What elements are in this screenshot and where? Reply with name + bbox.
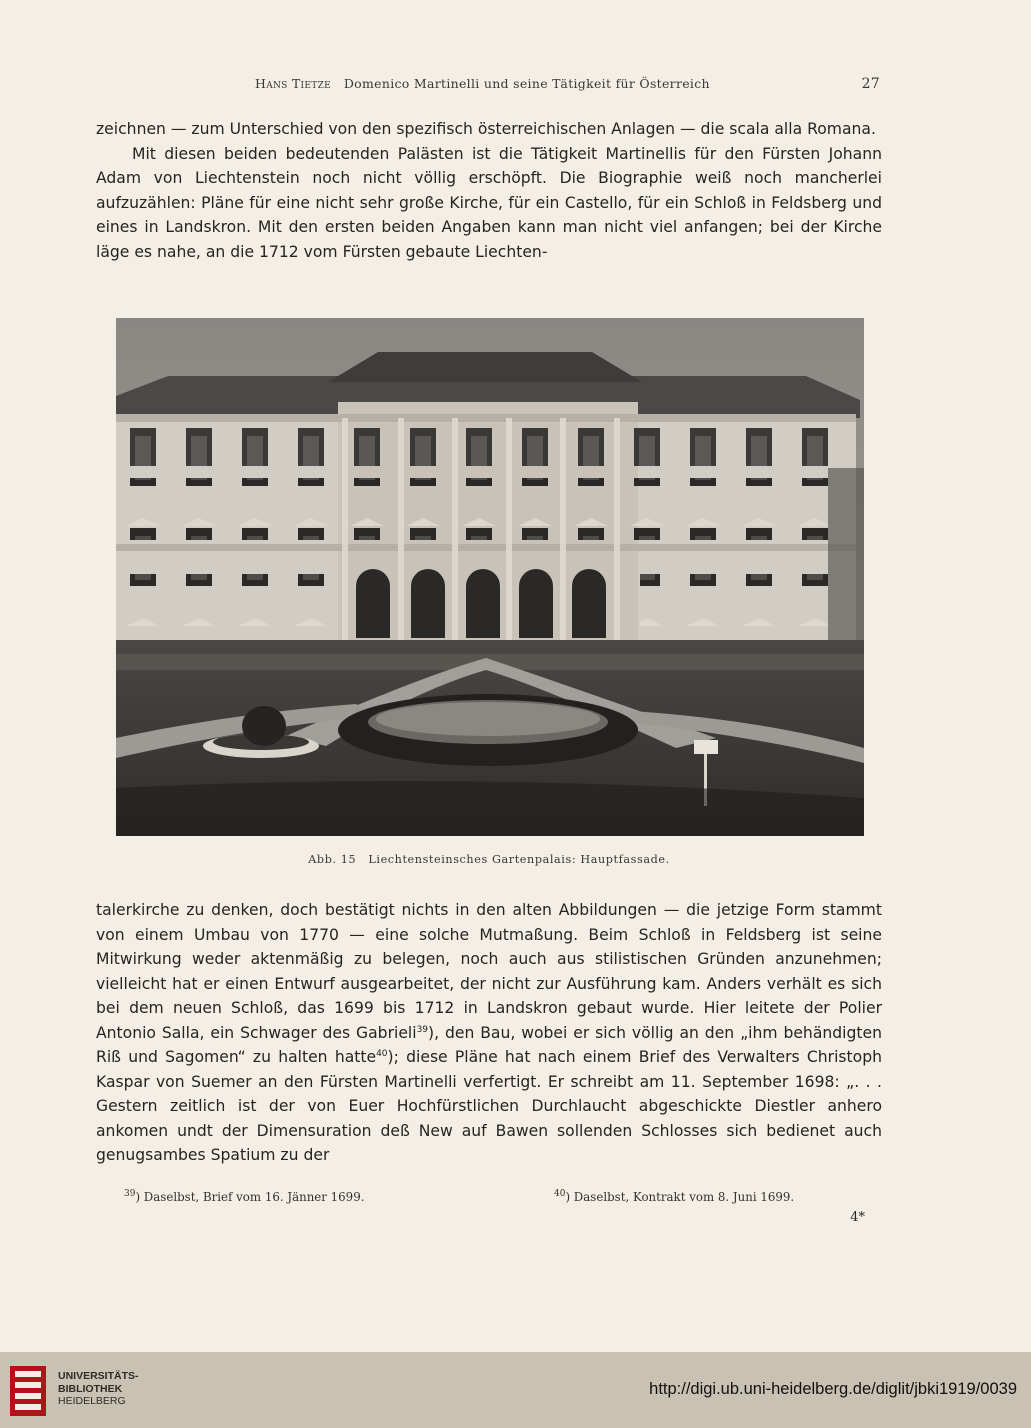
footnote-number: 40: [554, 1189, 566, 1200]
footnote-text: ) Daselbst, Brief vom 16. Jänner 1699.: [135, 1190, 365, 1204]
footer-bar: [0, 1352, 1031, 1428]
page-number: 27: [861, 76, 880, 92]
source-url-link[interactable]: http://digi.ub.uni-heidelberg.de/diglit/jbki1919/0039: [649, 1380, 1017, 1398]
figure-number: Abb. 15: [308, 853, 357, 866]
palace-photograph: [116, 318, 864, 836]
footnote-text: ) Daselbst, Kontrakt vom 8. Juni 1699.: [565, 1190, 795, 1204]
header-author: Hans Tietze: [255, 76, 332, 91]
footnote: [124, 1190, 364, 1204]
library-line: BIBLIOTHEK: [58, 1382, 123, 1395]
footnote: [554, 1190, 794, 1204]
text-block-top: [96, 117, 882, 264]
header-title: Domenico Martinelli und seine Tätigkeit für Österreich: [343, 76, 710, 91]
paragraph: zeichnen — zum Unterschied von den spezifisch österreichischen Anlagen — die scala alla Romana.: [96, 120, 876, 138]
text-run: ), den Bau, wobei er sich völlig an den „ihm behändigten Riß und Sagomen“ zu halten hatte: [96, 1023, 882, 1066]
figure-caption: [96, 853, 882, 866]
library-line: UNIVERSITÄTS-: [58, 1370, 139, 1382]
text-block-bottom: [96, 898, 882, 1168]
text-run: ); diese Pläne hat nach einem Brief des Verwalters Christoph Kaspar von Suemer an den Fürsten Martinelli verfertigt. Er schreibt am 11. September 1698: „. . . Gestern zeitlich ist der von Euer Hochfürstlichen Durchlaucht abgeschickte Diestler anhero ankomen undt der Dimensuration deß New auf Bawen sollenden Schlosses sich bedienet auch genugsambes Spatium zu der: [96, 1048, 882, 1164]
signature-mark: 4*: [850, 1210, 865, 1225]
footnote-ref: 39: [416, 1024, 429, 1035]
figure-caption-text: Liechtensteinsches Gartenpalais: Hauptfassade.: [368, 853, 670, 866]
library-logo-icon: [8, 1362, 48, 1420]
footnote-ref: 40: [376, 1048, 388, 1059]
library-line: HEIDELBERG: [58, 1395, 126, 1407]
text-run: talerkirche zu denken, doch bestätigt nichts in den alten Abbildungen — die jetzige Form stammt von einem Umbau von 1770 — eine solche Mutmaßung. Beim Schloß in Feldsberg ist seine Mitwirkung weder aktenmäßig zu belegen, noch auch aus stilistischen Gründen anzunehmen; vielleicht hat er einen Entwurf ausgearbeitet, der nicht zur Ausführung kam. Anders verhält es sich bei dem neuen Schloß, das 1699 bis 1712 in Landskron gebaut wurde. Hier leitete der Polier Antonio Salla, ein Schwager des Gabrieli: [96, 901, 882, 1042]
paragraph: Mit diesen beiden bedeutenden Palästen ist die Tätigkeit Martinellis für den Fürsten Johann Adam von Liechtenstein noch nicht völlig erschöpft. Die Biographie weiß noch mancherlei aufzuzählen: Pläne für eine nicht sehr große Kirche, für ein Castello, für ein Schloß in Feldsberg und eines in Landskron. Mit den ersten beiden Angaben kann man nicht viel anfangen; bei der Kirche läge es nahe, an die 1712 vom Fürsten gebaute Liechten-: [96, 144, 882, 261]
paragraph: [96, 898, 882, 1168]
library-name: [58, 1370, 139, 1408]
footnote-number: 39: [124, 1189, 136, 1200]
running-header: [255, 76, 880, 91]
